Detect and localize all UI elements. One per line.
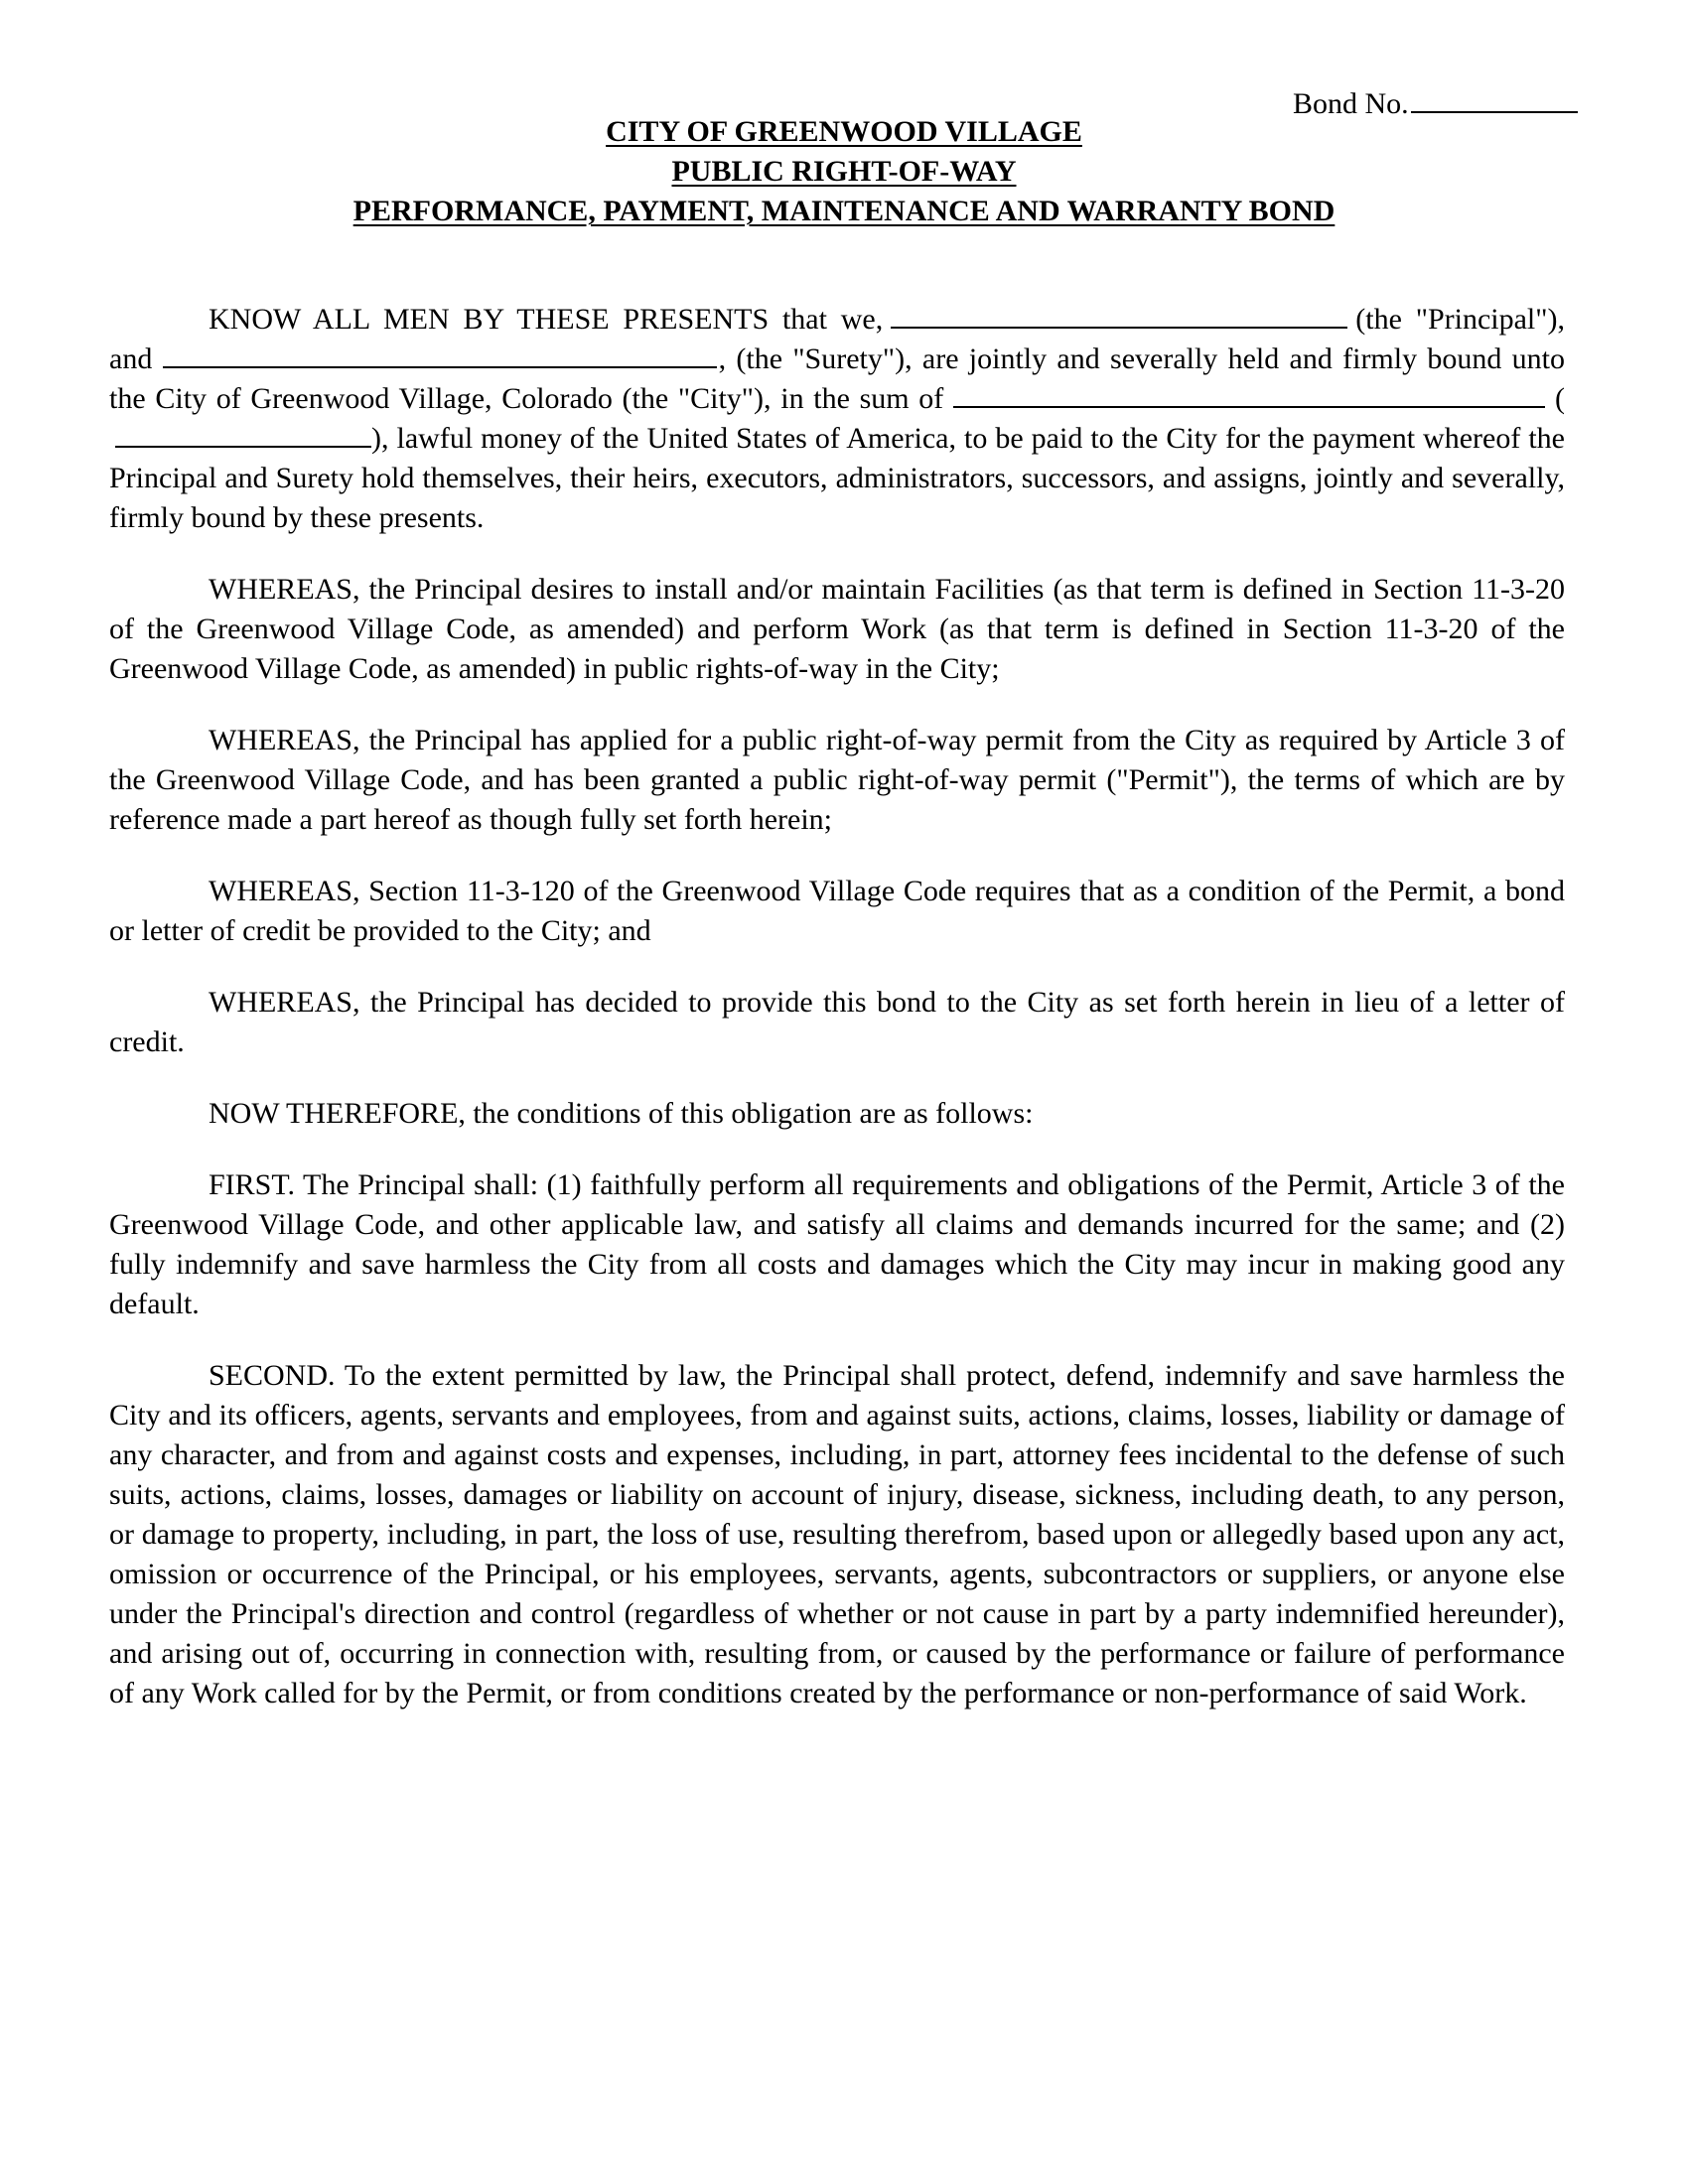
bond-amount-figures-blank[interactable] <box>115 420 371 448</box>
bond-amount-words-blank[interactable] <box>953 380 1545 408</box>
second-condition-paragraph: SECOND. To the extent permitted by law, the Principal shall protect, defend, indemnify and save harmless the City and its officers, agents, servants and employees, from and against suits, actions, claims, losses, liability or damage of any character, and from and against costs and expenses, including, in part, attorney fees incidental to the defense of such suits, actions, claims, losses, damages or liability on account of injury, disease, sickness, including death, to any person, or damage to property, including, in part, the loss of use, resulting therefrom, based upon or allegedly based upon any act, omission or occurrence of the Principal, or his employees, servants, agents, subcontractors or suppliers, or anyone else under the Principal's direction and control (regardless of whether or not cause in part by a party indemnified hereunder), and arising out of, occurring in connection with, resulting from, or caused by the performance or failure of performance of any Work called for by the Permit, or from conditions created by the performance or non-performance of said Work. <box>109 1359 1565 1709</box>
intro-text-4: ( <box>1555 382 1566 415</box>
whereas-paragraph-2: WHEREAS, the Principal has applied for a public right-of-way permit from the City as required by Article 3 of the Greenwood Village Code, and has been granted a public right-of-way permit ("Permit"), the terms of which are by reference made a part hereof as though fully set forth herein; <box>109 724 1565 836</box>
title-line-2: PUBLIC RIGHT-OF-WAY <box>671 155 1017 188</box>
whereas-paragraph-1: WHEREAS, the Principal desires to install and/or maintain Facilities (as that term is defined in Section 11-3-20 of the Greenwood Village Code, as amended) and perform Work (as that term is defined in Section 11-3-20 of the Greenwood Village Code, as amended) in public rights-of-way in the City; <box>109 573 1565 685</box>
title-line-1: CITY OF GREENWOOD VILLAGE <box>606 115 1082 148</box>
principal-name-blank[interactable] <box>891 301 1347 329</box>
first-condition-paragraph: FIRST. The Principal shall: (1) faithfully perform all requirements and obligations of the Permit, Article 3 of the Greenwood Village Code, and other applicable law, and satisfy all claims and demands incurred for the same; and (2) fully indemnify and save harmless the City from all costs and damages which the City may incur in making good any default. <box>109 1168 1565 1320</box>
whereas-paragraph-3: WHEREAS, Section 11-3-120 of the Greenwood Village Code requires that as a condition of the Permit, a bond or letter of credit be provided to the City; and <box>109 875 1565 947</box>
intro-paragraph <box>109 300 1565 538</box>
document-title <box>0 112 1688 231</box>
intro-text-5: ), lawful money of the United States of America, to be paid to the City for the payment whereof the Principal and Surety hold themselves, their heirs, executors, administrators, successors, and assigns, jointly and severally, firmly bound by these presents. <box>109 422 1565 534</box>
intro-text-1: KNOW ALL MEN BY THESE PRESENTS that we, <box>209 303 884 336</box>
whereas-paragraph-4: WHEREAS, the Principal has decided to provide this bond to the City as set forth herein in lieu of a letter of credit. <box>109 986 1565 1058</box>
intro-text-2: (the "Principal"), and <box>109 303 1566 375</box>
title-line-3: PERFORMANCE, PAYMENT, MAINTENANCE AND WARRANTY BOND <box>352 195 1336 227</box>
intro-text-3: , (the "Surety"), are jointly and severally held and firmly bound unto the City of Greenwood Village, Colorado (the "City"), in the sum of <box>109 342 1565 415</box>
bond-number-label: Bond No. <box>1293 87 1409 120</box>
now-therefore-paragraph: NOW THEREFORE, the conditions of this obligation are as follows: <box>209 1097 1034 1130</box>
document-body <box>109 300 1565 1745</box>
bond-number-blank[interactable] <box>1411 83 1578 113</box>
surety-name-blank[interactable] <box>163 341 717 368</box>
